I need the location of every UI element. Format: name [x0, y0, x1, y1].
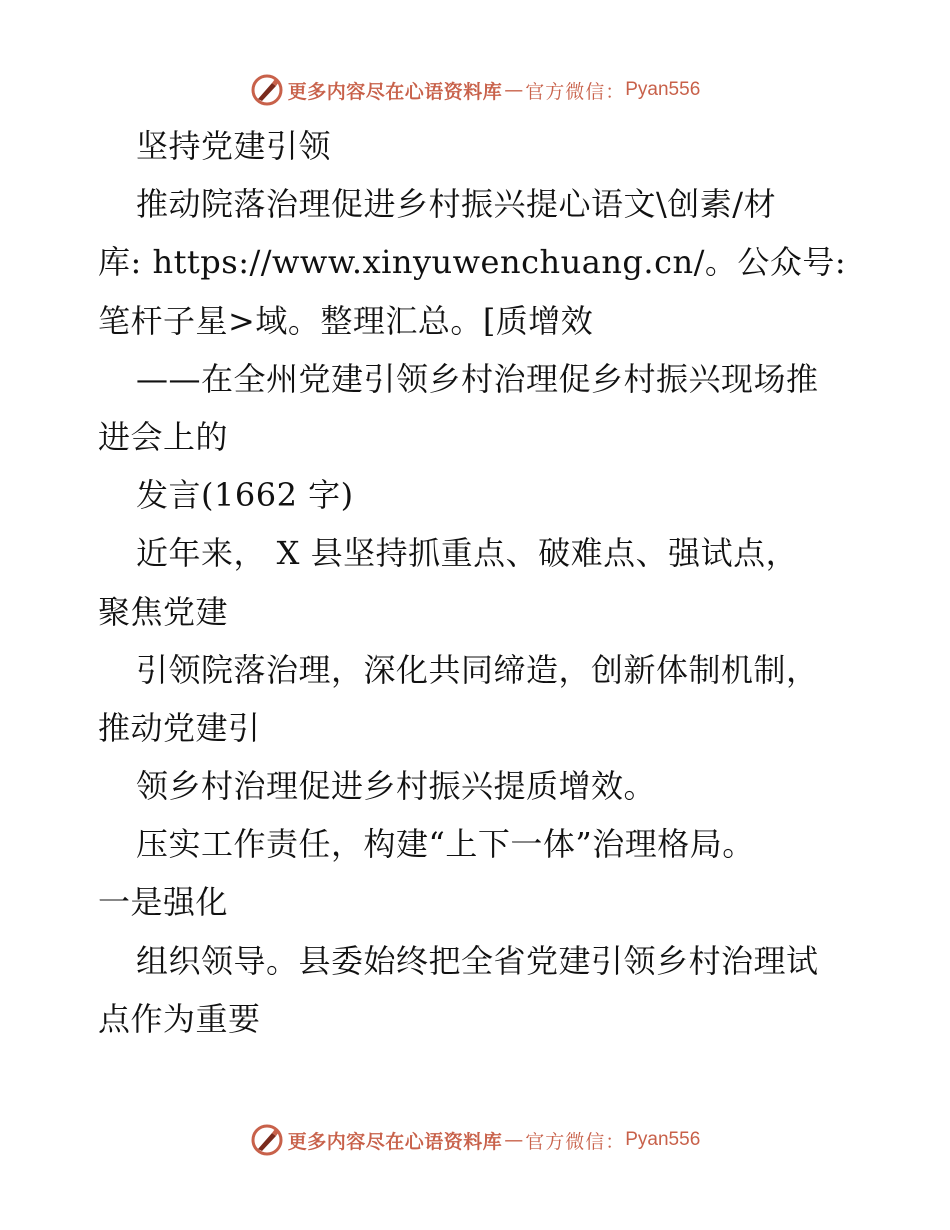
pen-circle-logo-icon: [250, 1123, 284, 1157]
document-line: 组织领导。县委始终把全省党建引领乡村治理试: [136, 941, 819, 980]
document-line: 聚焦党建: [98, 592, 229, 631]
wechat-label: 官方微信：: [525, 80, 626, 103]
document-line: 库: https://www.xinyuwenchuang.cn/。公众号:: [98, 243, 847, 282]
document-body: [98, 117, 898, 1048]
separator: —: [504, 79, 524, 101]
document-line: ——在全州党建引领乡村治理促乡村振兴现场推: [136, 359, 819, 398]
document-line: 坚持党建引领: [136, 127, 332, 165]
document-line: 发言(1662 字): [136, 476, 354, 515]
pen-circle-logo-icon: [250, 73, 284, 107]
header-watermark-banner: [0, 70, 950, 110]
document-line: 推动党建引: [98, 708, 261, 747]
footer-watermark-banner: [0, 1120, 950, 1160]
wechat-id: Pyan556: [625, 1129, 701, 1150]
site-name: 更多内容尽在心语资料库: [287, 1130, 503, 1153]
site-name: 更多内容尽在心语资料库: [287, 80, 503, 103]
document-line: 压实工作责任，构建“上下一体”治理格局。: [136, 825, 755, 864]
document-line: 推动院落治理促进乡村振兴提心语文\创素/材: [136, 185, 777, 224]
separator: —: [504, 1129, 524, 1151]
document-line: 点作为重要: [98, 999, 261, 1038]
document-line: 一是强化: [98, 883, 229, 922]
document-line: 进会上的: [98, 417, 229, 456]
document-line: 笔杆子星>域。整理汇总。[质增效: [98, 301, 594, 340]
wechat-id: Pyan556: [625, 79, 701, 100]
document-line: 近年来， X 县坚持抓重点、破难点、强试点，: [136, 534, 799, 573]
document-line: 引领院落治理，深化共同缔造，创新体制机制，: [136, 650, 819, 689]
document-line: 领乡村治理促进乡村振兴提质增效。: [136, 767, 657, 806]
wechat-label: 官方微信：: [525, 1130, 626, 1153]
